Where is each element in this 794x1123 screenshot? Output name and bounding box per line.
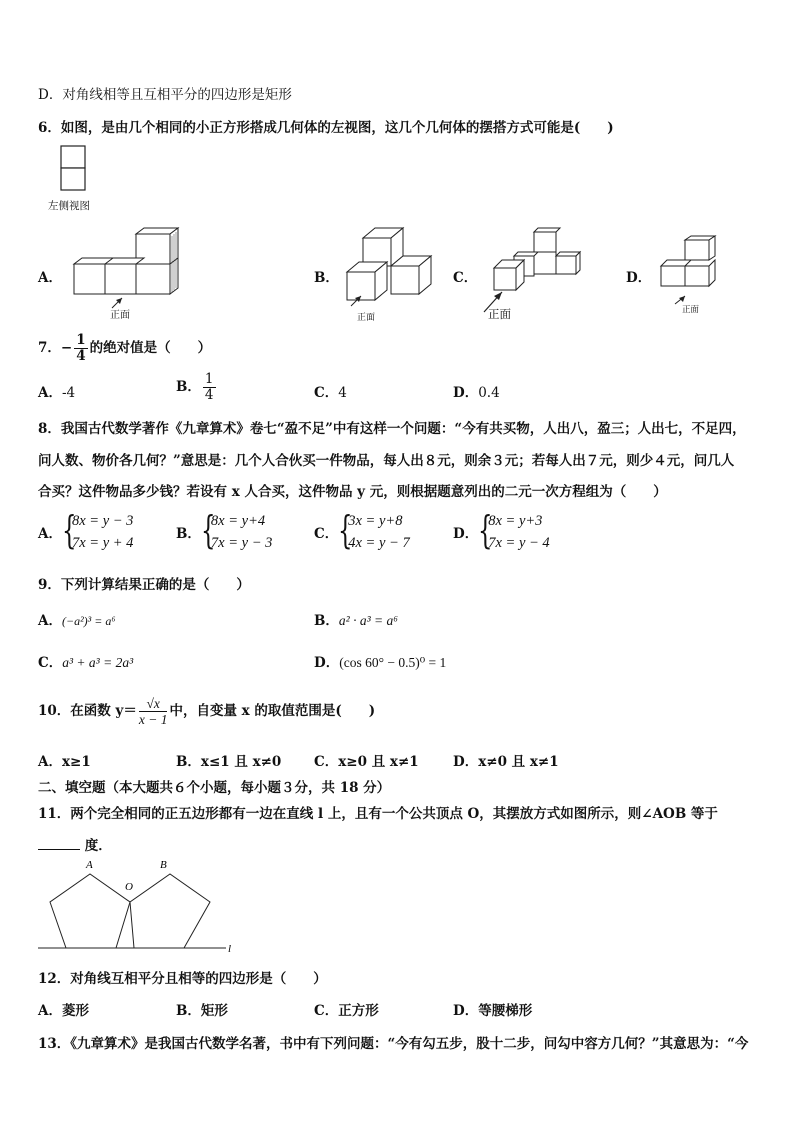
q9-option-d: D．(cos 60° − 0.5)⁰ = 1 bbox=[314, 655, 447, 671]
q11-label-b: B bbox=[160, 859, 167, 871]
q12-option-a: A．菱形 bbox=[38, 1003, 89, 1019]
q12-option-d: D．等腰梯形 bbox=[453, 1003, 533, 1019]
q6-option-b-label: B． bbox=[314, 270, 339, 286]
q11-line1: 11．两个完全相同的正五边形都有一边在直线 l 上，且有一个公共顶点 O，其摆放方式如图所示，则∠AOB 等于 bbox=[38, 806, 718, 822]
q7-option-c: C．4 bbox=[314, 385, 347, 401]
q6-option-a-arrow-label: 正面 bbox=[110, 310, 130, 321]
q10-option-d: D．x≠0 且 x≠1 bbox=[453, 754, 559, 770]
q10-option-b: B．x≤1 且 x≠0 bbox=[176, 754, 282, 770]
q6-option-c-label: C． bbox=[453, 270, 478, 286]
q11-label-l: l bbox=[228, 943, 232, 955]
q6-stem: 6．如图，是由几个相同的小正方形搭成几何体的左视图，这几个几何体的摆搭方式可能是( ) bbox=[38, 120, 614, 136]
q7-option-d: D．0.4 bbox=[453, 385, 500, 401]
q8-option-d: D． { 8x = y+3 7x = y − 4 bbox=[453, 508, 550, 552]
q6-option-d-label: D． bbox=[626, 270, 652, 286]
section2-heading: 二、填空题（本大题共６个小题，每小题３分，共 18 分） bbox=[38, 780, 391, 796]
q10-stem bbox=[38, 693, 375, 729]
q6-option-c-arrow-label: 正面 bbox=[488, 309, 511, 321]
q6-option-b-arrow-label: 正面 bbox=[357, 312, 376, 322]
q11-pentagon-figure bbox=[38, 856, 238, 956]
q10-frac-num: √x bbox=[139, 696, 168, 712]
q7-option-b: B． $\frac{1}{4}$ bbox=[176, 371, 214, 403]
q7-option-a: A．-4 bbox=[38, 385, 76, 401]
q9-option-b: B．a² · a³ = a⁶ bbox=[314, 613, 398, 629]
q7-frac-num: 1 bbox=[76, 332, 86, 348]
q12-option-c: C．正方形 bbox=[314, 1003, 379, 1019]
q12-stem: 12．对角线互相平分且相等的四边形是（ ） bbox=[38, 971, 327, 987]
q13-line1: 13．《九章算术》是我国古代数学名著，书中有下列问题：“今有勾五步，股十二步，问勾中容方几何？”其意思为：“今 bbox=[38, 1036, 749, 1052]
q7-stem bbox=[38, 331, 211, 365]
q9-stem: 9．下列计算结果正确的是（ ） bbox=[38, 577, 250, 593]
q10-prefix: 10．在函数 y＝ bbox=[38, 703, 137, 719]
q8-option-a: A． { 8x = y − 3 7x = y + 4 bbox=[38, 508, 134, 552]
q6-option-d-arrow-label: 正面 bbox=[682, 304, 700, 314]
q8-line3: 合买？这件物品多少钱？若设有 x 人合买，这件物品 y 元，则根据题意列出的二元一次方程组为（ ） bbox=[38, 484, 667, 500]
q11-answer-blank[interactable] bbox=[38, 837, 80, 850]
q11-label-a: A bbox=[86, 859, 93, 871]
q10-frac-den: x − 1 bbox=[138, 712, 168, 727]
q11-line2: 度． bbox=[38, 834, 112, 854]
q6-option-b-figure bbox=[335, 226, 435, 321]
q7-prefix: 7．− bbox=[38, 340, 73, 356]
q8-option-c: C． { 3x = y+8 4x = y − 7 bbox=[314, 508, 410, 552]
q9-option-a: A．(−a²)³ = a⁶ bbox=[38, 613, 116, 629]
q7-frac-den: 4 bbox=[76, 348, 86, 364]
q8-line2: 问人数、物价各几何？”意思是：几个人合伙买一件物品，每人出８元，则余３元；若每人出７元，则少４元，问几人 bbox=[38, 453, 735, 469]
q6-option-a-label: A． bbox=[38, 270, 62, 286]
q12-option-b: B．矩形 bbox=[176, 1003, 228, 1019]
q9-option-c: C．a³ + a³ = 2a³ bbox=[38, 655, 134, 671]
q8-line1: 8．我国古代数学著作《九章算术》卷七“盈不足”中有这样一个问题：“今有共买物，人出八，盈三；人出七，不足四， bbox=[38, 421, 746, 437]
q10-option-c: C．x≥0 且 x≠1 bbox=[314, 754, 419, 770]
q11-label-o: O bbox=[125, 881, 133, 893]
q7-suffix: 的绝对值是（ ） bbox=[89, 340, 212, 356]
q6-figure-caption: 左侧视图 bbox=[48, 200, 90, 212]
q10-suffix: 中，自变量 x 的取值范围是( ) bbox=[169, 703, 376, 719]
q5-option-d: D．对角线相等且互相平分的四边形是矩形 bbox=[38, 87, 292, 103]
q10-option-a: A．x≥1 bbox=[38, 754, 91, 770]
q8-option-b: B． { 8x = y+4 7x = y − 3 bbox=[176, 508, 273, 552]
